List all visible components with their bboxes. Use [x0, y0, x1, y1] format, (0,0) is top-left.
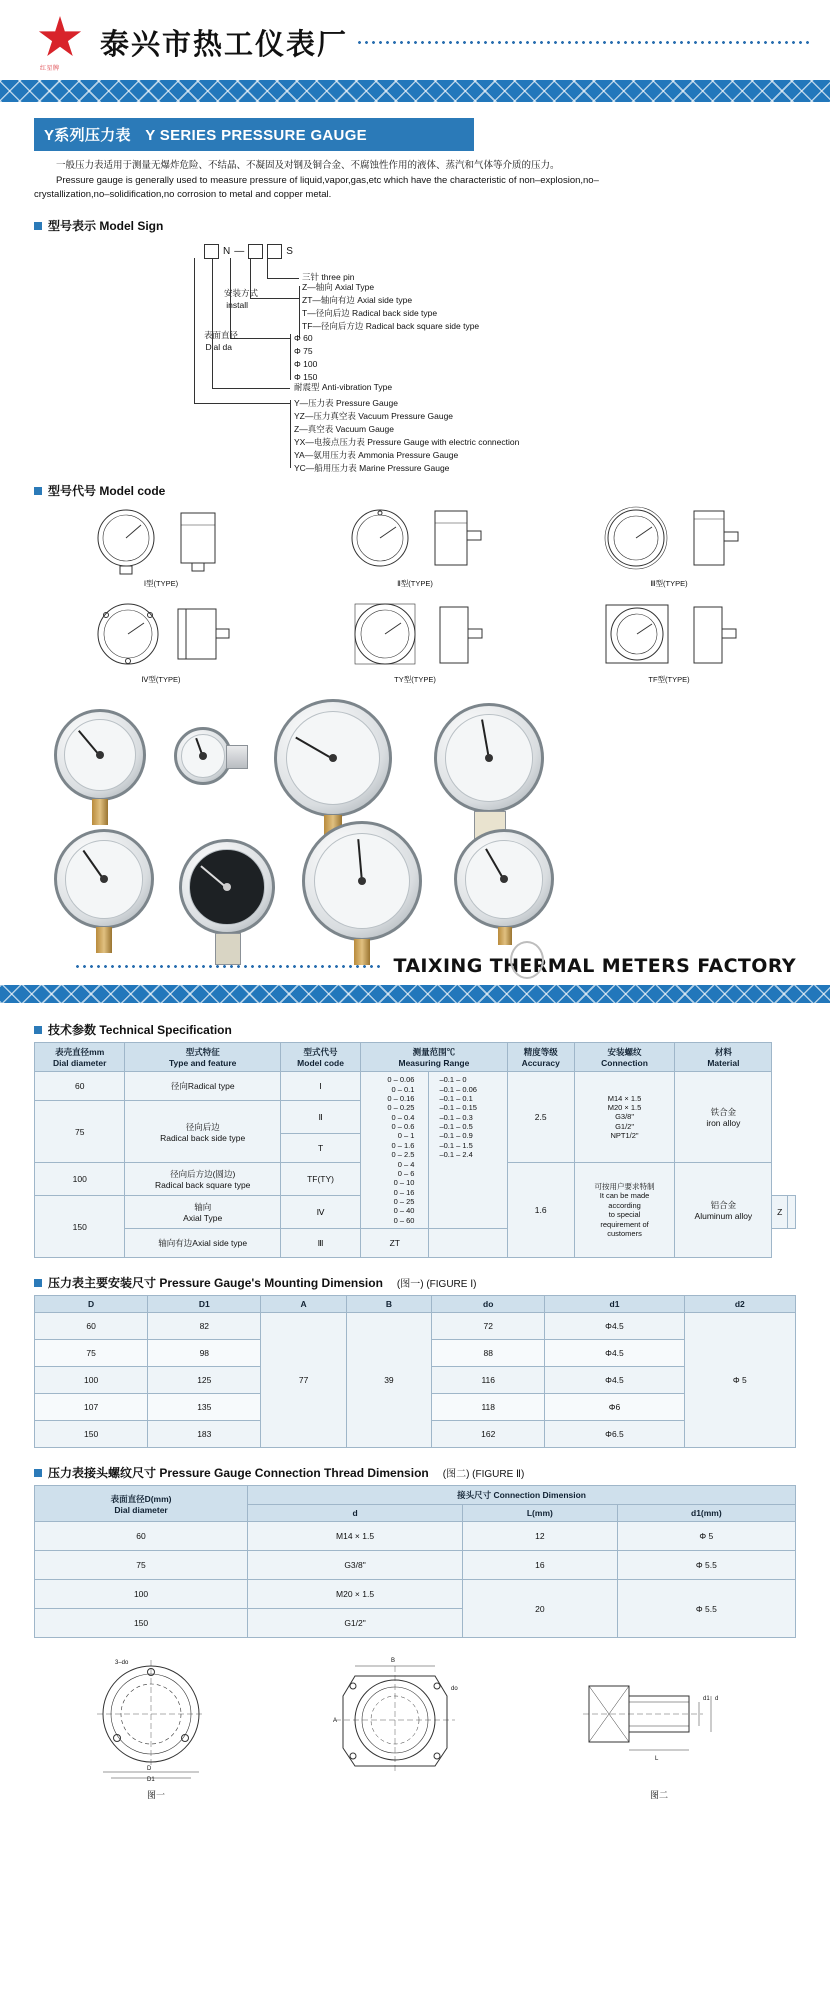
- figure-caption: Ⅱ型(TYPE): [397, 579, 433, 589]
- bullet-square-icon: [34, 1279, 42, 1287]
- gauge-photo-8: [454, 829, 554, 929]
- th-connection: 安装螺纹 Connection: [574, 1043, 675, 1072]
- cell-code-TF: TF(TY): [280, 1163, 360, 1196]
- th-d1: d1(mm): [617, 1505, 795, 1522]
- model-box-2: [248, 244, 263, 259]
- cell-thread-d1: Φ 5.5: [617, 1551, 795, 1580]
- logo-subtext: 红星牌: [40, 66, 60, 72]
- th-d: d: [248, 1505, 463, 1522]
- install-type-2: ZT—轴向有边 Axial side type: [302, 295, 413, 306]
- svg-text:d: d: [715, 1696, 719, 1703]
- cell-thread-d1: Φ 5.5: [617, 1580, 795, 1638]
- cell-feature-radical-back-square: 径向后方边(圆边) Radical back square type: [125, 1163, 281, 1196]
- section-label: 型号表示 Model Sign: [48, 219, 164, 234]
- table-row: [35, 1522, 796, 1551]
- th-A: A: [261, 1296, 346, 1313]
- gauge-type-6: YC—船用压力表 Marine Pressure Gauge: [294, 463, 450, 474]
- cell-D1: 125: [148, 1367, 261, 1394]
- cell-d1: Φ4.5: [545, 1367, 684, 1394]
- svg-text:d1: d1: [703, 1696, 710, 1703]
- round-flange-drawing: [81, 1652, 231, 1782]
- cell-ranges-right: –0.1 – 0 –0.1 – 0.06 –0.1 – 0.1 –0.1 – 0.15 –0.1 – 0.3 –0.1 – 0.5 –0.1 – 0.9 –0.1 – 1.5 –0.1 – 2.4: [429, 1072, 507, 1229]
- cell-D1: 183: [148, 1421, 261, 1448]
- cell-thread-L: 20: [463, 1580, 618, 1638]
- cell-feature-axial-side: 轴向有边Axial side type: [125, 1229, 281, 1258]
- cell-thread-d: G3/8": [248, 1551, 463, 1580]
- intro-paragraph: [34, 159, 796, 203]
- gauge-photo-3: [274, 699, 392, 817]
- cell-do: 118: [432, 1394, 545, 1421]
- mid-decorative-band: [0, 985, 830, 1003]
- bullet-square-icon: [34, 487, 42, 495]
- page-header: [0, 0, 830, 80]
- section-label: 压力表主要安装尺寸 Pressure Gauge's Mounting Dimension: [48, 1276, 383, 1291]
- cell-d1: Φ4.5: [545, 1340, 684, 1367]
- cell-do: 72: [432, 1313, 545, 1340]
- cell-do: 162: [432, 1421, 545, 1448]
- gauge-photo-5: [54, 829, 154, 929]
- svg-text:D: D: [147, 1766, 152, 1773]
- cell-accuracy-25: 2.5: [507, 1072, 574, 1163]
- table-header-row: [35, 1486, 796, 1505]
- th-connection-dimension: 接头尺寸 Connection Dimension: [248, 1486, 796, 1505]
- cell-thread-d: M14 × 1.5: [248, 1522, 463, 1551]
- cell-D: 107: [35, 1394, 148, 1421]
- dial-label-cn: 表面直径: [204, 330, 239, 341]
- cell-feature-radical-back-side: 径向后边 Radical back side type: [125, 1101, 281, 1163]
- leader-line: [267, 258, 268, 278]
- th-D: D: [35, 1296, 148, 1313]
- install-label-en: install: [226, 299, 248, 310]
- leader-line: [250, 298, 299, 299]
- cell-D1: 82: [148, 1313, 261, 1340]
- install-type-1: Z—轴向 Axial Type: [302, 282, 375, 293]
- intro-line-en2: crystallization,no–solidification,no corrosion to metal and copper metal.: [34, 189, 332, 201]
- cell-code-3: Ⅲ: [280, 1229, 360, 1258]
- th-do: do: [432, 1296, 545, 1313]
- gauge-type-5: YA—氨用压力表 Ammonia Pressure Gauge: [294, 450, 459, 461]
- section-heading-model-code: [34, 482, 796, 499]
- gauge-type3-drawing: [594, 505, 744, 575]
- svg-text:B: B: [391, 1658, 396, 1665]
- drawing-figure-2: [569, 1652, 749, 1801]
- model-code-figure-row-2: [34, 601, 796, 685]
- model-code-figure: [86, 505, 236, 589]
- top-decorative-band: [0, 80, 830, 102]
- cell-thread-L: 12: [463, 1522, 618, 1551]
- leader-line: [290, 334, 291, 380]
- leader-line: [290, 400, 291, 468]
- model-code-figure: [340, 601, 490, 685]
- thread-dimension-table: [34, 1485, 796, 1638]
- model-box-3: [267, 244, 282, 259]
- antivibration-type: 耐震型 Anti-vibration Type: [294, 382, 393, 393]
- product-title-bar: [34, 118, 474, 151]
- bullet-square-icon: [34, 222, 42, 230]
- figure-caption-1: 图一: [146, 1790, 165, 1801]
- company-logo: [34, 14, 90, 70]
- th-dial-diameter: 表面直径D(mm) Dial diameter: [35, 1486, 248, 1522]
- leader-line: [212, 388, 290, 389]
- cell-accuracy-16: 1.6: [507, 1163, 574, 1258]
- drawing-figure-1b: [325, 1652, 475, 1798]
- svg-text:do: do: [451, 1686, 458, 1693]
- th-accuracy: 精度等级 Accuracy: [507, 1043, 574, 1072]
- header-dot-rule: [356, 34, 812, 50]
- install-type-3: T—径向后边 Radical back side type: [302, 308, 438, 319]
- model-letter-s: S: [286, 246, 293, 258]
- gauge-type-2: YZ—压力真空表 Vacuum Pressure Gauge: [294, 411, 454, 422]
- th-type-feature: 型式特征 Type and feature: [125, 1043, 281, 1072]
- cell-code-Z: Z: [772, 1196, 788, 1229]
- cell-connection-top: M14 × 1.5 M20 × 1.5 G3/8" G1/2" NPT1/2": [574, 1072, 675, 1163]
- cell-d2: Φ 5: [684, 1313, 795, 1448]
- cell-D: 60: [35, 1313, 148, 1340]
- cell-thread-d: M20 × 1.5: [248, 1580, 463, 1609]
- bullet-square-icon: [34, 1469, 42, 1477]
- cell-dia: 100: [35, 1580, 248, 1609]
- leader-line: [194, 403, 290, 404]
- section-heading-tech-spec: [34, 1021, 796, 1038]
- company-name-cn: 泰兴市热工仪表厂: [100, 26, 349, 61]
- section-heading-mounting: [34, 1274, 796, 1291]
- cell-D1: 98: [148, 1340, 261, 1367]
- th-material: 材料 Material: [675, 1043, 772, 1072]
- cell-thread-d1: Φ 5: [617, 1522, 795, 1551]
- model-code-figure: [86, 601, 236, 685]
- section-heading-thread: [34, 1464, 796, 1481]
- product-title-cn: Y系列压力表: [44, 127, 131, 144]
- cell-D: 150: [35, 1421, 148, 1448]
- gauge-typeTF-drawing: [594, 601, 744, 671]
- gauge-type-3: Z—真空表 Vacuum Gauge: [294, 424, 394, 435]
- gauge-typeTY-drawing: [340, 601, 490, 671]
- cell-ranges-left: 0 – 0.06 0 – 0.1 0 – 0.16 0 – 0.25 0 – 0.4 0 – 0.6 0 – 1 0 – 1.6 0 – 2.5 0 – 4 0 – 6 0 – 10 0 – 16 0 – 25 0 – 40 0 – 60: [361, 1072, 429, 1229]
- dial-size-1: Φ 60: [294, 333, 313, 344]
- model-sign-boxes: [204, 244, 293, 259]
- th-d2: d2: [684, 1296, 795, 1313]
- cell-material-aluminum: 铝合金 Aluminum alloy: [675, 1163, 772, 1258]
- star-icon: [38, 16, 82, 60]
- table-header-row: [35, 1296, 796, 1313]
- mid-dot-rule: [34, 959, 393, 973]
- dial-size-2: Φ 75: [294, 346, 313, 357]
- cell-code-1: Ⅰ: [280, 1072, 360, 1101]
- gauge-photo-1: [54, 709, 146, 801]
- th-L: L(mm): [463, 1505, 618, 1522]
- cell-B: 39: [346, 1313, 431, 1448]
- cell-material-iron: 铁合金 iron alloy: [675, 1072, 772, 1163]
- table-header-row: [35, 1043, 796, 1072]
- cell-d1: Φ4.5: [545, 1313, 684, 1340]
- gauge-type4-drawing: [86, 601, 236, 671]
- cell-thread-d: G1/2": [248, 1609, 463, 1638]
- gauge-type1-drawing: [86, 505, 236, 575]
- figure-caption-2: 图二: [649, 1790, 668, 1801]
- dial-size-3: Φ 100: [294, 359, 318, 370]
- th-B: B: [346, 1296, 431, 1313]
- technical-specification-table: [34, 1042, 796, 1258]
- cell-D: 75: [35, 1340, 148, 1367]
- gauge-photo-6: [179, 839, 275, 935]
- model-dash: —: [234, 246, 245, 258]
- cell-d1: Φ6: [545, 1394, 684, 1421]
- cell-blank-2: [429, 1229, 507, 1258]
- gauge-type2-drawing: [340, 505, 490, 575]
- cell-dia: 75: [35, 1551, 248, 1580]
- cell-code-2: Ⅱ: [280, 1101, 360, 1134]
- svg-text:D1: D1: [147, 1777, 155, 1783]
- install-label-cn: 安装方式: [224, 288, 259, 299]
- figure-caption: TY型(TYPE): [394, 675, 436, 685]
- th-model-code: 型式代号 Model code: [280, 1043, 360, 1072]
- leader-line: [212, 258, 213, 388]
- cell-diameter-100: 100: [35, 1163, 125, 1196]
- leader-line: [299, 286, 300, 338]
- bottom-drawings: [34, 1652, 796, 1819]
- dial-label-en: Dial da: [205, 341, 232, 352]
- cell-D: 100: [35, 1367, 148, 1394]
- thread-connection-drawing: [569, 1652, 749, 1782]
- cell-diameter-60: 60: [35, 1072, 125, 1101]
- svg-text:A: A: [333, 1718, 338, 1725]
- cell-dia: 150: [35, 1609, 248, 1638]
- gauge-photo-7: [302, 821, 422, 941]
- figure-reference: (图一) (FIGURE Ⅰ): [396, 1279, 477, 1291]
- model-code-figure-row-1: [34, 505, 796, 589]
- svg-text:3–do: 3–do: [115, 1660, 129, 1667]
- cell-do: 116: [432, 1367, 545, 1394]
- th-d1: d1: [545, 1296, 684, 1313]
- th-dial-diameter: 表壳直径mm Dial diameter: [35, 1043, 125, 1072]
- bullet-square-icon: [34, 1026, 42, 1034]
- dial-size-4: Φ 150: [294, 372, 318, 383]
- cable-coil: [510, 941, 544, 979]
- cell-A: 77: [261, 1313, 346, 1448]
- install-type-4: TF—径向后方边 Radical back square side type: [302, 321, 480, 332]
- gauge-type-1: Y—压力表 Pressure Gauge: [294, 398, 398, 409]
- cell-diameter-75: 75: [35, 1101, 125, 1163]
- model-letter-n: N: [223, 246, 231, 258]
- section-label: 型号代号 Model code: [48, 484, 166, 499]
- square-flange-drawing: [325, 1652, 475, 1782]
- model-code-figure: [594, 505, 744, 589]
- model-sign-pin: 三针 three pin: [302, 272, 355, 283]
- cell-do: 88: [432, 1340, 545, 1367]
- cell-feature-radical: 径向Radical type: [125, 1072, 281, 1101]
- figure-reference: (图二) (FIGURE Ⅱ): [442, 1469, 525, 1481]
- section-label: 压力表接头螺纹尺寸 Pressure Gauge Connection Thread Dimension: [48, 1466, 429, 1481]
- intro-line-en: Pressure gauge is generally used to measure pressure of liquid,vapor,gas,etc which have the characteristic of non–explosion,no–: [56, 174, 599, 186]
- leader-line: [267, 278, 299, 279]
- mid-brand-bar: [0, 949, 830, 985]
- cell-diameter-150: 150: [35, 1196, 125, 1258]
- cell-code-T: T: [280, 1134, 360, 1163]
- model-code-figure: [594, 601, 744, 685]
- gauge-type-4: YX—电接点压力表 Pressure Gauge with electric connection: [294, 437, 520, 448]
- table-row: [35, 1551, 796, 1580]
- product-photo-gallery: [34, 699, 796, 949]
- gauge-photo-4: [434, 703, 544, 813]
- cell-dia: 60: [35, 1522, 248, 1551]
- cell-thread-L: 16: [463, 1551, 618, 1580]
- product-title-en: Y SERIES PRESSURE GAUGE: [145, 127, 367, 144]
- drawing-figure-1a: [81, 1652, 231, 1801]
- table-row: [35, 1580, 796, 1609]
- gauge-photo-2: [174, 727, 232, 785]
- figure-caption: Ⅳ型(TYPE): [141, 675, 181, 685]
- company-name-en: TAIXING THERMAL METERS FACTORY: [393, 955, 796, 978]
- table-row: [35, 1072, 796, 1101]
- table-row: [35, 1313, 796, 1340]
- model-box-1: [204, 244, 219, 259]
- th-measuring-range: 测量范围℃ Measuring Range: [361, 1043, 508, 1072]
- section-heading-model-sign: [34, 217, 796, 234]
- th-D1: D1: [148, 1296, 261, 1313]
- leader-line: [194, 258, 195, 403]
- cell-d1: Φ6.5: [545, 1421, 684, 1448]
- mounting-dimension-table: [34, 1295, 796, 1448]
- svg-text:L: L: [655, 1756, 659, 1763]
- cell-code-4: Ⅳ: [280, 1196, 360, 1229]
- leader-line: [230, 338, 290, 339]
- cell-feature-axial: 轴向 Axial Type: [125, 1196, 281, 1229]
- cell-blank-1: [788, 1196, 796, 1229]
- section-label: 技术参数 Technical Specification: [48, 1023, 232, 1038]
- model-sign-diagram: [34, 238, 796, 474]
- cell-code-ZT: ZT: [361, 1229, 429, 1258]
- leader-line: [230, 258, 231, 338]
- figure-caption: Ⅰ型(TYPE): [143, 579, 179, 589]
- figure-caption: TF型(TYPE): [648, 675, 690, 685]
- figure-caption: Ⅲ型(TYPE): [650, 579, 688, 589]
- cell-D1: 135: [148, 1394, 261, 1421]
- intro-line-cn: 一般压力表适用于测量无爆炸危险、不结晶、不凝固及对钢及铜合金、不腐蚀性作用的液体、蒸汽和气体等介质的压力。: [56, 160, 560, 171]
- cell-connection-custom: 可按用户要求特制 It can be made according to special requirement of customers: [574, 1163, 675, 1258]
- model-code-figure: [340, 505, 490, 589]
